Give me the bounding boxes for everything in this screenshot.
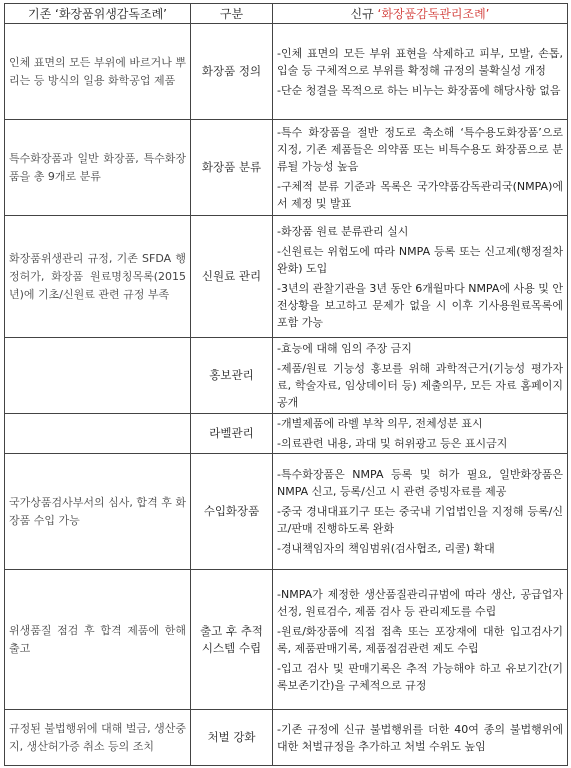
new-regulation-cell [273, 24, 568, 120]
new-regulation-item: -의료관련 내용, 과대 및 허위광고 등은 표시금지 [277, 437, 508, 450]
category-cell: 출고 후 추적시스템 수립 [191, 570, 273, 710]
new-regulation-item: -3년의 관찰기관을 3년 동안 6개월마다 NMPA에 사용 및 안전상황을 보고하고 문제가 없을 시 이후 기사용원료목록에 포함 가능 [277, 281, 564, 329]
old-regulation-cell: 국가상품검사부서의 심사, 합격 후 화장품 수입 가능 [5, 454, 191, 570]
new-regulation-item: -경내책임자의 책임범위(검사협조, 리콜) 확대 [277, 542, 495, 555]
new-regulation-cell [273, 710, 568, 766]
new-regulation-item: -입고 검사 및 판매기록은 추적 가능해야 하고 유보기간(기록보존기간)을 구체적으로 규정 [277, 661, 563, 692]
new-regulation-item: -화장품 원료 분류관리 실시 [277, 224, 409, 238]
category-cell: 수입화장품 [191, 454, 273, 570]
table-row [5, 414, 568, 454]
category-cell: 화장품 정의 [191, 24, 273, 120]
table-row [5, 570, 568, 710]
new-regulation-cell [273, 338, 568, 414]
new-regulation-item: -인체 표면의 모든 부위 표현을 삭제하고 피부, 모발, 손톱, 입술 등 구체적으로 부위를 확정해 규정의 불확실성 개정 [277, 46, 563, 77]
old-regulation-cell: 인체 표면의 모든 부위에 바르거나 뿌리는 등 방식의 일용 화학공업 제품 [5, 24, 191, 120]
new-regulation-item: -신원료는 위험도에 따라 NMPA 등록 또는 신고제(행정절차 완화) 도입 [277, 244, 563, 275]
header-new-prefix: 신규 [350, 7, 378, 21]
new-regulation-cell [273, 454, 568, 570]
new-regulation-item: -구체적 분류 기준과 목록은 국가약품감독관리국(NMPA)에서 제정 및 발표 [277, 179, 563, 210]
old-regulation-cell: 특수화장품과 일반 화장품, 특수화장품을 총 9개로 분류 [5, 120, 191, 216]
table-row [5, 710, 568, 766]
old-regulation-cell: 화장품위생관리 규정, 기존 SFDA 행정허가, 화장품 원료명칭목록(2015년)에 기초/신원료 관련 규정 부족 [5, 216, 191, 338]
table-row [5, 216, 568, 338]
category-cell: 신원료 관리 [191, 216, 273, 338]
new-regulation-item: -효능에 대해 임의 주장 금지 [277, 342, 412, 355]
table-row [5, 338, 568, 414]
table-row [5, 120, 568, 216]
category-cell: 라벨관리 [191, 414, 273, 454]
comparison-table [4, 3, 568, 766]
new-regulation-item: -제품/원료 기능성 홍보를 위해 과학적근거(기능성 평가자료, 학술자료, 임상데이터 등) 제출의무, 모든 자료 홈페이지 공개 [277, 362, 563, 409]
new-regulation-cell [273, 570, 568, 710]
category-cell: 화장품 분류 [191, 120, 273, 216]
old-regulation-cell [5, 338, 191, 414]
new-regulation-item: -기존 규정에 신규 불법행위를 더한 40여 종의 불법행위에 대한 처벌규정을 추가하고 처벌 수위도 높임 [277, 722, 563, 753]
header-old-regulation: 기존 ‘화장품위생감독조례’ [5, 4, 191, 24]
header-row [5, 4, 568, 24]
new-regulation-item: -원료/화장품에 직접 접촉 또는 포장재에 대한 입고검사기록, 제품판매기록, 제품점검관련 제도 수립 [277, 624, 563, 655]
header-new-regulation [273, 4, 568, 24]
old-regulation-cell: 위생품질 점검 후 합격 제품에 한해 출고 [5, 570, 191, 710]
new-regulation-item: -개별제품에 라벨 부착 의무, 전체성분 표시 [277, 417, 483, 430]
header-category: 구분 [191, 4, 273, 24]
new-regulation-cell [273, 414, 568, 454]
old-regulation-cell [5, 414, 191, 454]
new-regulation-item: -특수화장품은 NMPA 등록 및 허가 필요, 일반화장품은 NMPA 신고, 등록/신고 시 관련 증빙자료를 제공 [277, 468, 563, 498]
table-row [5, 24, 568, 120]
new-regulation-cell [273, 120, 568, 216]
new-regulation-item: -단순 청결을 목적으로 하는 비누는 화장품에 해당사항 없음 [277, 83, 561, 97]
category-cell: 홍보관리 [191, 338, 273, 414]
new-regulation-item: -특수 화장품을 절반 정도로 축소해 ‘특수용도화장품’으로 지정, 기존 제품들은 의약품 또는 비특수용도 화장품으로 분류될 가능성 높음 [277, 125, 563, 173]
new-regulation-item: -중국 경내대표기구 또는 중국내 기업법인을 지정해 등록/신고/판매 진행하도록 완화 [277, 505, 563, 535]
table-row [5, 454, 568, 570]
category-cell: 처벌 강화 [191, 710, 273, 766]
header-new-title: ‘화장품감독관리조례’ [377, 7, 490, 21]
old-regulation-cell: 규정된 불법행위에 대해 벌금, 생산중지, 생산허가증 취소 등의 조치 [5, 710, 191, 766]
new-regulation-cell [273, 216, 568, 338]
new-regulation-item: -NMPA가 제정한 생산품질관리규범에 따라 생산, 공급업자 선정, 원료검수, 제품 검사 등 관리제도를 수립 [277, 587, 563, 618]
